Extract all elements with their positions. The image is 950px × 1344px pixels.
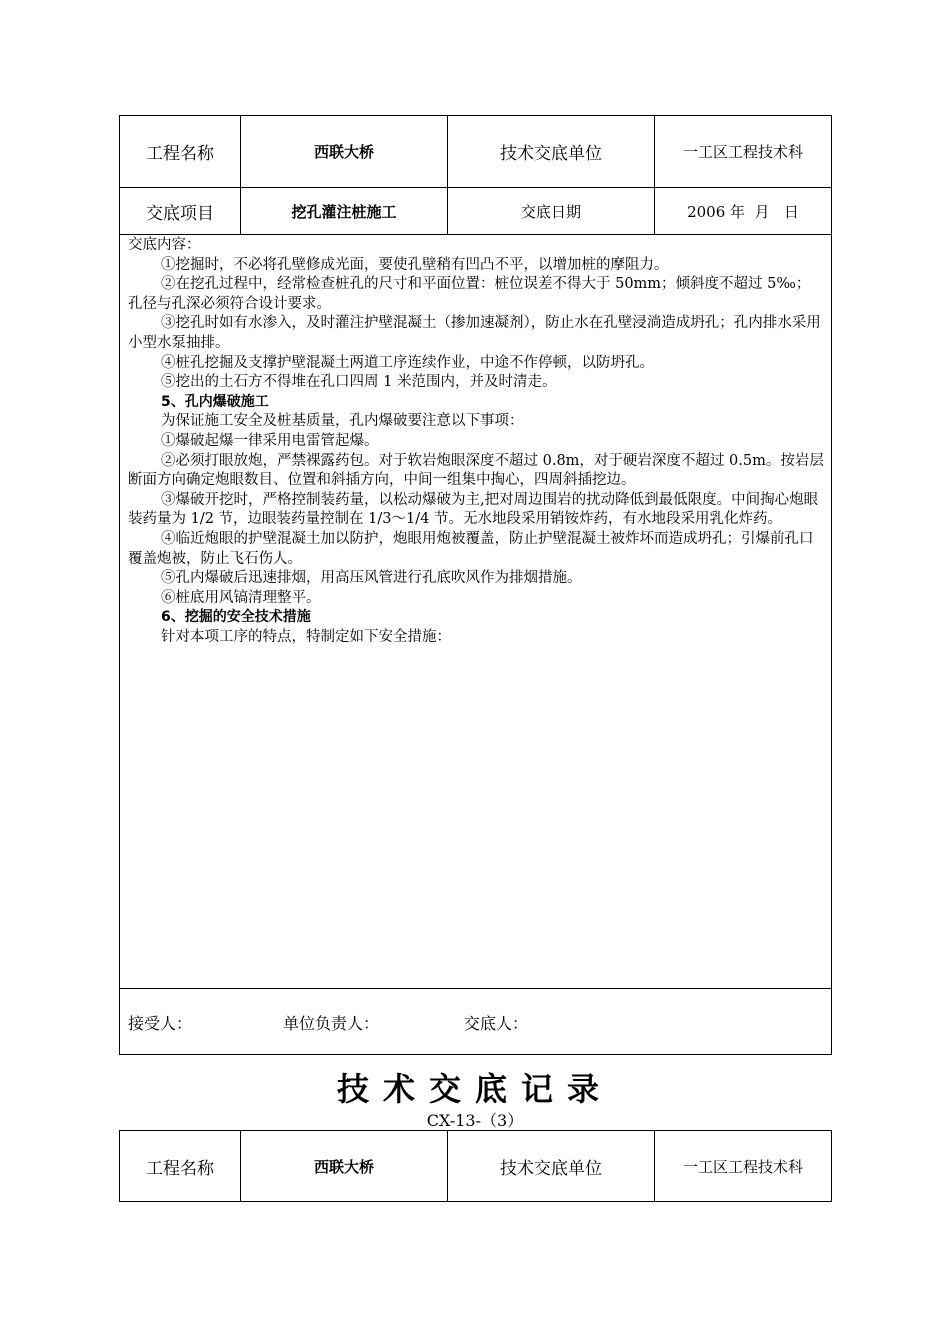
project-name-label: 工程名称 xyxy=(146,1158,214,1179)
disclosure-content xyxy=(128,236,824,647)
project-name-label: 工程名称 xyxy=(146,144,214,164)
content-paragraph: ①爆破起爆一律采用电雷管起爆。 xyxy=(161,432,379,449)
record-title: 技术交底记录 xyxy=(336,1070,613,1108)
project-name-value: 西联大桥 xyxy=(313,143,374,161)
unit-value: 一工区工程技术科 xyxy=(682,1157,803,1176)
date-value: 2006 年 月 日 xyxy=(687,202,799,221)
receiver-signature: 接受人： xyxy=(128,1014,193,1033)
unit-label: 技术交底单位 xyxy=(500,1158,602,1179)
content-paragraph: ④临近炮眼的护壁混凝土加以防护，炮眼用炮被覆盖，防止护壁混凝土被炸坏而造成坍孔；引爆前孔口覆盖炮被，防止飞石伤人。 xyxy=(128,530,814,567)
content-paragraph: ②必须打眼放炮，严禁裸露药包。对于软岩炮眼深度不超过 0.8m，对于硬岩深度不超过 0.5m。按岩层断面方向确定炮眼数目、位置和斜插方向，中间一组集中掏心，四周斜插挖边。 xyxy=(128,452,824,489)
content-paragraph: 为保证施工安全及桩基质量，孔内爆破要注意以下事项： xyxy=(161,413,524,430)
record-code: CX-13-（3） xyxy=(426,1111,524,1130)
item-label: 交底项目 xyxy=(146,203,214,224)
content-paragraph: ④桩孔挖掘及支撑护壁混凝土两道工序连续作业，中途不作停顿，以防坍孔。 xyxy=(161,354,654,371)
content-paragraph: 针对本项工序的特点，特制定如下安全措施： xyxy=(161,628,451,645)
content-heading: 交底内容： xyxy=(128,237,201,253)
content-paragraph: ①挖掘时，不必将孔壁修成光面，要使孔壁稍有凹凸不平，以增加桩的摩阻力。 xyxy=(161,256,669,273)
content-paragraph: ③爆破开挖时，严格控制装药量，以松动爆破为主,把对周边围岩的扰动降低到最低限度。中间掏心炮眼装药量为 1/2 节，边眼装药量控制在 1/3～1/4 节。无水地段采用销铵炸药，有水地段采用乳化炸药。 xyxy=(128,491,819,528)
date-label: 交底日期 xyxy=(520,202,581,221)
content-paragraph: ⑤挖出的土石方不得堆在孔口四周 1 米范围内，并及时清走。 xyxy=(161,374,557,391)
content-paragraph: ⑤孔内爆破后迅速排烟，用高压风管进行孔底吹风作为排烟措施。 xyxy=(161,570,582,587)
unit-value: 一工区工程技术科 xyxy=(682,143,803,161)
item-value: 挖孔灌注桩施工 xyxy=(291,202,397,221)
unit-head-signature: 单位负责人： xyxy=(283,1014,380,1033)
row-divider xyxy=(119,988,832,989)
section-heading: 5、孔内爆破施工 xyxy=(161,393,269,410)
content-paragraph: ②在挖孔过程中，经常检查桩孔的尺寸和平面位置：桩位误差不得大于 50mm；倾斜度不超过 5‰；孔径与孔深必须符合设计要求。 xyxy=(128,276,811,312)
content-paragraph: ③挖孔时如有水渗入，及时灌注护壁混凝土（掺加速凝剂），防止水在孔壁浸淌造成坍孔；孔内排水采用小型水泵抽排。 xyxy=(128,315,821,351)
project-name-value: 西联大桥 xyxy=(313,1157,374,1176)
section-heading: 6、挖掘的安全技术措施 xyxy=(161,609,311,626)
presenter-signature: 交底人： xyxy=(464,1014,529,1033)
row-divider xyxy=(119,234,832,235)
unit-label: 技术交底单位 xyxy=(500,144,602,164)
content-paragraph: ⑥桩底用风镐清理整平。 xyxy=(161,589,321,606)
